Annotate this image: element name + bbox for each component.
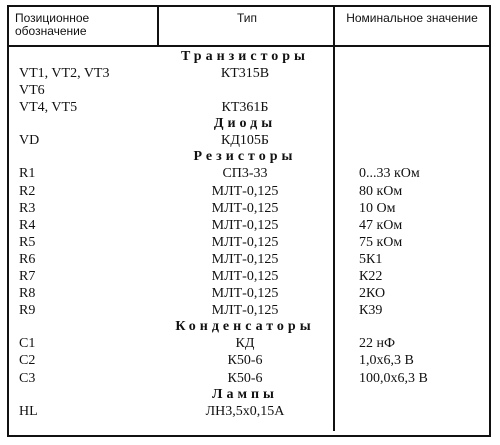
type-cell: ЛН3,5х0,15А	[205, 403, 285, 419]
table-row	[9, 200, 489, 217]
table-row	[9, 99, 489, 116]
header-nominal: Номинальное значение	[346, 11, 478, 25]
nominal-cell: 5К1	[359, 251, 383, 267]
type-cell: МЛТ-0,125	[211, 200, 279, 216]
type-cell: МЛТ-0,125	[211, 269, 279, 284]
nominal-cell: К39	[359, 303, 383, 319]
components-table	[7, 5, 491, 437]
table-row	[9, 335, 489, 352]
nominal-cell: 47 кОм	[359, 217, 403, 233]
position-cell: R4	[19, 217, 36, 233]
section-title: Конденсаторы	[175, 319, 315, 335]
position-cell: VT1, VT2, VT3	[19, 66, 110, 81]
position-cell: VD	[19, 133, 40, 149]
table-row	[9, 234, 489, 251]
table-header	[9, 7, 489, 47]
position-cell: R5	[19, 234, 36, 250]
position-cell: R9	[19, 303, 36, 319]
type-cell: КД	[235, 336, 255, 352]
type-cell: КД105Б	[221, 133, 269, 149]
table-row	[9, 65, 489, 82]
column-divider-1	[157, 7, 159, 45]
position-cell: R2	[19, 183, 36, 199]
table-row	[9, 285, 489, 302]
section-title: Лампы	[212, 386, 278, 402]
table-row	[9, 132, 489, 149]
table-row	[9, 165, 489, 182]
table-row	[9, 352, 489, 369]
type-cell: КТ315В	[220, 66, 270, 81]
section-title: Транзисторы	[181, 49, 309, 64]
position-cell: R3	[19, 200, 36, 216]
header-position: Позиционное обозначение	[15, 11, 90, 38]
position-cell: R7	[19, 269, 36, 284]
type-cell: К50-6	[227, 370, 263, 386]
nominal-cell: К22	[359, 269, 383, 284]
position-cell: C1	[19, 336, 36, 352]
table-row	[9, 217, 489, 234]
position-cell: C2	[19, 353, 36, 369]
type-cell: КТ361Б	[221, 100, 269, 116]
type-cell: К50-6	[227, 353, 263, 369]
section-title: Резисторы	[193, 149, 297, 165]
type-cell: СП3-33	[222, 166, 268, 182]
position-cell: HL	[19, 403, 38, 419]
nominal-cell: 2КО	[359, 286, 386, 302]
position-cell: VT6	[19, 83, 45, 99]
nominal-cell: 10 Ом	[359, 200, 396, 216]
table-row	[9, 370, 489, 387]
position-cell: R6	[19, 251, 36, 267]
position-cell: C3	[19, 370, 36, 386]
table-row	[9, 403, 489, 420]
type-cell: МЛТ-0,125	[211, 251, 279, 267]
type-cell: МЛТ-0,125	[211, 303, 279, 319]
header-type: Тип	[236, 11, 257, 25]
type-cell: МЛТ-0,125	[211, 183, 279, 199]
nominal-cell: 80 кОм	[359, 183, 403, 199]
table-row	[9, 82, 489, 99]
table-row	[9, 302, 489, 319]
position-cell: R1	[19, 166, 36, 182]
type-cell: МЛТ-0,125	[211, 286, 279, 302]
position-cell: VT4, VT5	[19, 100, 78, 116]
position-cell: R8	[19, 286, 36, 302]
nominal-cell: 75 кОм	[359, 234, 403, 250]
nominal-cell: 0...33 кОм	[359, 166, 420, 182]
section-title: Диоды	[213, 116, 277, 132]
table-row	[9, 251, 489, 268]
table-row	[9, 183, 489, 200]
nominal-cell: 1,0х6,3 В	[359, 353, 414, 369]
type-cell: МЛТ-0,125	[211, 217, 279, 233]
nominal-cell: 100,0х6,3 В	[359, 370, 428, 386]
table-row	[9, 268, 489, 285]
type-cell: МЛТ-0,125	[211, 234, 279, 250]
nominal-cell: 22 нФ	[359, 336, 396, 352]
